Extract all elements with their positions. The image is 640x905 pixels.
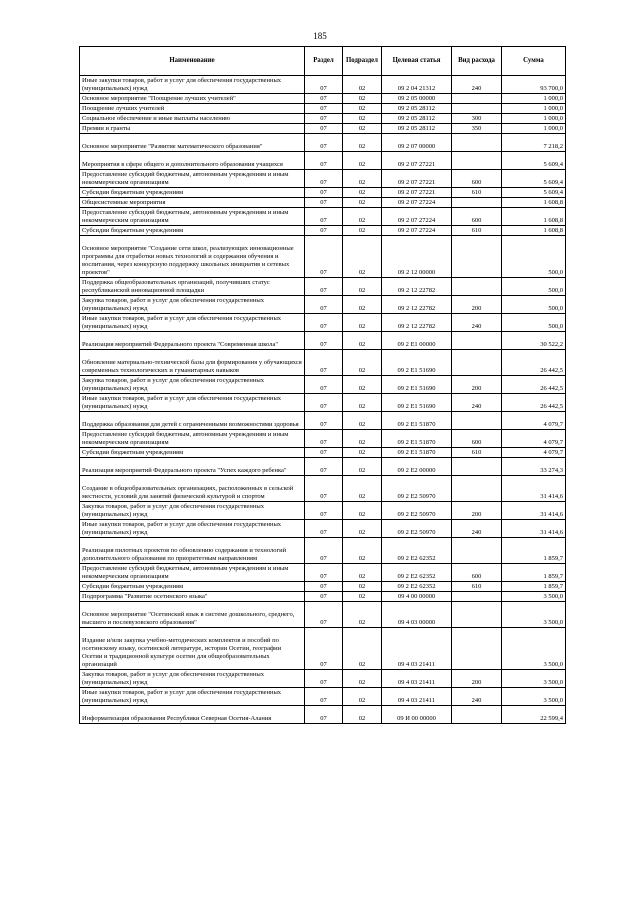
cell-razdel: 07 <box>305 430 343 448</box>
cell-vid: 240 <box>452 394 502 412</box>
table-row <box>80 226 566 236</box>
cell-podrazdel: 02 <box>343 152 382 170</box>
cell-vid: 240 <box>452 688 502 706</box>
cell-podrazdel: 02 <box>343 688 382 706</box>
cell-name: Иные закупки товаров, работ и услуг для обеспечения государственных (муниципальных) нужд <box>80 520 305 538</box>
cell-celevaya: 09 2 E2 50970 <box>382 476 452 502</box>
cell-razdel: 07 <box>305 278 343 296</box>
cell-summa: 500,0 <box>502 314 566 332</box>
cell-name: Предоставление субсидий бюджетным, автономным учреждениям и иным некоммерческим организациям <box>80 170 305 188</box>
cell-celevaya: 09 2 12 00000 <box>382 236 452 278</box>
cell-razdel: 07 <box>305 376 343 394</box>
table-row <box>80 124 566 134</box>
table-row <box>80 458 566 476</box>
table-row <box>80 152 566 170</box>
cell-vid: 600 <box>452 170 502 188</box>
cell-summa: 33 274,3 <box>502 458 566 476</box>
table-row <box>80 688 566 706</box>
cell-podrazdel: 02 <box>343 226 382 236</box>
cell-vid <box>452 236 502 278</box>
cell-razdel: 07 <box>305 628 343 670</box>
header-summa: Сумма <box>502 47 566 76</box>
cell-razdel: 07 <box>305 208 343 226</box>
cell-celevaya: 09 2 E2 62352 <box>382 582 452 592</box>
cell-podrazdel: 02 <box>343 458 382 476</box>
cell-summa: 31 414,6 <box>502 476 566 502</box>
cell-name: Предоставление субсидий бюджетным, автономным учреждениям и иным некоммерческим организациям <box>80 208 305 226</box>
cell-podrazdel: 02 <box>343 394 382 412</box>
cell-name: Поддержка общеобразовательных организаций, получивших статус республиканской инновационной площадки <box>80 278 305 296</box>
cell-name: Субсидии бюджетным учреждениям <box>80 448 305 458</box>
page-number: 185 <box>313 31 327 41</box>
cell-razdel: 07 <box>305 226 343 236</box>
cell-name: Субсидии бюджетным учреждениям <box>80 582 305 592</box>
table-row <box>80 602 566 628</box>
cell-name: Реализация мероприятий Федерального проекта "Современная школа" <box>80 332 305 350</box>
cell-celevaya: 09 2 05 28112 <box>382 124 452 134</box>
header-name: Наименование <box>80 47 305 76</box>
table-row <box>80 476 566 502</box>
cell-summa: 1 608,8 <box>502 198 566 208</box>
table-row <box>80 208 566 226</box>
cell-summa: 22 599,4 <box>502 706 566 724</box>
cell-celevaya: 09 2 12 22782 <box>382 314 452 332</box>
cell-summa: 5 609,4 <box>502 152 566 170</box>
cell-summa: 93 700,0 <box>502 76 566 94</box>
cell-summa: 26 442,5 <box>502 350 566 376</box>
cell-podrazdel: 02 <box>343 104 382 114</box>
cell-vid <box>452 592 502 602</box>
cell-razdel: 07 <box>305 104 343 114</box>
table-row <box>80 198 566 208</box>
table-row <box>80 706 566 724</box>
cell-razdel: 07 <box>305 564 343 582</box>
table-row <box>80 430 566 448</box>
cell-razdel: 07 <box>305 350 343 376</box>
cell-vid <box>452 458 502 476</box>
cell-summa: 26 442,5 <box>502 376 566 394</box>
cell-podrazdel: 02 <box>343 520 382 538</box>
cell-podrazdel: 02 <box>343 170 382 188</box>
cell-name: Субсидии бюджетным учреждениям <box>80 188 305 198</box>
cell-podrazdel: 02 <box>343 208 382 226</box>
table-header <box>80 47 566 76</box>
header-podrazdel: Подраздел <box>343 47 382 76</box>
cell-razdel: 07 <box>305 198 343 208</box>
table-row <box>80 376 566 394</box>
cell-razdel: 07 <box>305 520 343 538</box>
cell-razdel: 07 <box>305 332 343 350</box>
cell-celevaya: 09 4 03 00000 <box>382 602 452 628</box>
cell-name: Основное мероприятие "Создание сети школ, реализующих инновационные программы для отработки новых технологий и содержания обучения и воспитания, через конкурсную поддержку школьных инициатив и сетевых проектов" <box>80 236 305 278</box>
cell-podrazdel: 02 <box>343 332 382 350</box>
cell-name: Закупка товаров, работ и услуг для обеспечения государственных (муниципальных) нужд <box>80 670 305 688</box>
cell-vid: 240 <box>452 520 502 538</box>
cell-summa: 31 414,6 <box>502 520 566 538</box>
cell-podrazdel: 02 <box>343 198 382 208</box>
cell-razdel: 07 <box>305 688 343 706</box>
cell-vid: 610 <box>452 188 502 198</box>
cell-vid: 240 <box>452 314 502 332</box>
cell-podrazdel: 02 <box>343 476 382 502</box>
cell-name: Основное мероприятие "Осетинский язык в системе дошкольного, среднего, высшего и послевузовского образования" <box>80 602 305 628</box>
cell-vid: 350 <box>452 124 502 134</box>
cell-vid: 610 <box>452 448 502 458</box>
cell-celevaya: 09 2 E1 00000 <box>382 332 452 350</box>
cell-name: Издание и/или закупка учебно-методических комплектов и пособий по осетинскому языку, осетинской литературе, истории Осетии, географии Осетии и традиционной культуре осетин для общеобразовательных организаций <box>80 628 305 670</box>
cell-vid: 300 <box>452 114 502 124</box>
header-row <box>80 47 566 76</box>
cell-summa: 31 414,6 <box>502 502 566 520</box>
cell-razdel: 07 <box>305 592 343 602</box>
cell-razdel: 07 <box>305 502 343 520</box>
cell-celevaya: 09 4 00 00000 <box>382 592 452 602</box>
cell-vid: 240 <box>452 76 502 94</box>
cell-celevaya: 09 2 07 27221 <box>382 170 452 188</box>
cell-name: Предоставление субсидий бюджетным, автономным учреждениям и иным некоммерческим организациям <box>80 430 305 448</box>
cell-celevaya: 09 2 E1 51870 <box>382 430 452 448</box>
cell-celevaya: 09 4 03 21411 <box>382 628 452 670</box>
cell-celevaya: 09 4 03 21411 <box>382 670 452 688</box>
cell-podrazdel: 02 <box>343 602 382 628</box>
cell-celevaya: 09 2 E1 51690 <box>382 376 452 394</box>
cell-celevaya: 09 2 E2 62352 <box>382 538 452 564</box>
cell-summa: 500,0 <box>502 278 566 296</box>
cell-podrazdel: 02 <box>343 296 382 314</box>
cell-celevaya: 09 2 E2 50970 <box>382 520 452 538</box>
cell-podrazdel: 02 <box>343 538 382 564</box>
cell-name: Общесистемные мероприятия <box>80 198 305 208</box>
cell-podrazdel: 02 <box>343 412 382 430</box>
cell-podrazdel: 02 <box>343 670 382 688</box>
cell-name: Иные закупки товаров, работ и услуг для обеспечения государственных (муниципальных) нужд <box>80 314 305 332</box>
cell-summa: 500,0 <box>502 236 566 278</box>
cell-celevaya: 09 2 07 27221 <box>382 152 452 170</box>
table-row <box>80 670 566 688</box>
table-row <box>80 412 566 430</box>
cell-podrazdel: 02 <box>343 582 382 592</box>
table-row <box>80 350 566 376</box>
cell-celevaya: 09 2 05 28112 <box>382 114 452 124</box>
cell-summa: 1 859,7 <box>502 564 566 582</box>
header-razdel: Раздел <box>305 47 343 76</box>
cell-name: Субсидии бюджетным учреждениям <box>80 226 305 236</box>
cell-celevaya: 09 2 E1 51690 <box>382 394 452 412</box>
table-row <box>80 188 566 198</box>
cell-summa: 1 000,0 <box>502 114 566 124</box>
cell-vid: 600 <box>452 430 502 448</box>
cell-vid: 200 <box>452 502 502 520</box>
table-row <box>80 94 566 104</box>
cell-summa: 4 079,7 <box>502 448 566 458</box>
table-row <box>80 278 566 296</box>
cell-razdel: 07 <box>305 602 343 628</box>
cell-summa: 4 079,7 <box>502 430 566 448</box>
table-row <box>80 502 566 520</box>
cell-podrazdel: 02 <box>343 628 382 670</box>
cell-razdel: 07 <box>305 582 343 592</box>
table-body <box>80 76 566 724</box>
cell-razdel: 07 <box>305 412 343 430</box>
cell-summa: 500,0 <box>502 296 566 314</box>
cell-summa: 3 500,0 <box>502 628 566 670</box>
cell-summa: 3 500,0 <box>502 670 566 688</box>
table-row <box>80 394 566 412</box>
cell-razdel: 07 <box>305 124 343 134</box>
cell-name: Закупка товаров, работ и услуг для обеспечения государственных (муниципальных) нужд <box>80 296 305 314</box>
cell-razdel: 07 <box>305 476 343 502</box>
table-row <box>80 104 566 114</box>
cell-vid <box>452 350 502 376</box>
table-row <box>80 564 566 582</box>
cell-podrazdel: 02 <box>343 448 382 458</box>
cell-podrazdel: 02 <box>343 376 382 394</box>
cell-name: Закупка товаров, работ и услуг для обеспечения государственных (муниципальных) нужд <box>80 502 305 520</box>
cell-razdel: 07 <box>305 76 343 94</box>
cell-name: Иные закупки товаров, работ и услуг для обеспечения государственных (муниципальных) нужд <box>80 688 305 706</box>
cell-vid: 200 <box>452 376 502 394</box>
cell-vid: 200 <box>452 296 502 314</box>
cell-podrazdel: 02 <box>343 564 382 582</box>
cell-name: Подпрограмма "Развитие осетинского языка" <box>80 592 305 602</box>
cell-razdel: 07 <box>305 114 343 124</box>
cell-podrazdel: 02 <box>343 278 382 296</box>
cell-razdel: 07 <box>305 448 343 458</box>
table-row <box>80 236 566 278</box>
cell-podrazdel: 02 <box>343 314 382 332</box>
cell-name: Обновление материально-технической базы для формирования у обучающихся современных технологических и гуманитарных навыков <box>80 350 305 376</box>
cell-celevaya: 09 2 07 27221 <box>382 188 452 198</box>
cell-name: Основное мероприятие "Поощрение лучших учителей" <box>80 94 305 104</box>
cell-podrazdel: 02 <box>343 134 382 152</box>
cell-summa: 30 522,2 <box>502 332 566 350</box>
header-vid: Вид расхода <box>452 47 502 76</box>
cell-summa: 7 218,2 <box>502 134 566 152</box>
cell-razdel: 07 <box>305 538 343 564</box>
cell-celevaya: 09 2 07 00000 <box>382 134 452 152</box>
cell-razdel: 07 <box>305 152 343 170</box>
cell-razdel: 07 <box>305 236 343 278</box>
cell-name: Мероприятия в сфере общего и дополнительного образования учащихся <box>80 152 305 170</box>
header-celevaya: Целевая статья <box>382 47 452 76</box>
cell-celevaya: 09 2 E1 51690 <box>382 350 452 376</box>
cell-vid <box>452 706 502 724</box>
table-row <box>80 134 566 152</box>
cell-razdel: 07 <box>305 394 343 412</box>
cell-summa: 1 859,7 <box>502 582 566 592</box>
cell-vid: 610 <box>452 582 502 592</box>
cell-celevaya: 09 2 E2 00000 <box>382 458 452 476</box>
cell-celevaya: 09 2 07 27224 <box>382 198 452 208</box>
cell-vid <box>452 152 502 170</box>
cell-celevaya: 09 2 12 22782 <box>382 296 452 314</box>
cell-celevaya: 09 2 12 22782 <box>382 278 452 296</box>
table-row <box>80 582 566 592</box>
cell-podrazdel: 02 <box>343 430 382 448</box>
cell-celevaya: 09 И 00 00000 <box>382 706 452 724</box>
cell-name: Социальное обеспечение и иные выплаты населению <box>80 114 305 124</box>
table-row <box>80 114 566 124</box>
cell-vid <box>452 198 502 208</box>
cell-name: Иные закупки товаров, работ и услуг для обеспечения государственных (муниципальных) нужд <box>80 394 305 412</box>
cell-name: Премии и гранты <box>80 124 305 134</box>
cell-podrazdel: 02 <box>343 76 382 94</box>
cell-name: Закупка товаров, работ и услуг для обеспечения государственных (муниципальных) нужд <box>80 376 305 394</box>
cell-name: Поощрение лучших учителей <box>80 104 305 114</box>
cell-name: Иные закупки товаров, работ и услуг для обеспечения государственных (муниципальных) нужд <box>80 76 305 94</box>
cell-summa: 5 609,4 <box>502 188 566 198</box>
cell-celevaya: 09 2 04 21312 <box>382 76 452 94</box>
cell-podrazdel: 02 <box>343 124 382 134</box>
cell-razdel: 07 <box>305 314 343 332</box>
cell-razdel: 07 <box>305 170 343 188</box>
cell-summa: 3 500,0 <box>502 602 566 628</box>
cell-name: Информатизация образования Республики Северная Осетия-Алания <box>80 706 305 724</box>
cell-vid <box>452 476 502 502</box>
cell-summa: 1 000,0 <box>502 104 566 114</box>
cell-summa: 1 000,0 <box>502 124 566 134</box>
cell-name: Поддержка образования для детей с ограниченными возможностями здоровья <box>80 412 305 430</box>
cell-summa: 3 500,0 <box>502 688 566 706</box>
cell-razdel: 07 <box>305 188 343 198</box>
cell-vid: 200 <box>452 670 502 688</box>
cell-razdel: 07 <box>305 706 343 724</box>
table-row <box>80 628 566 670</box>
cell-celevaya: 09 2 05 28112 <box>382 104 452 114</box>
cell-celevaya: 09 2 07 27224 <box>382 208 452 226</box>
cell-podrazdel: 02 <box>343 114 382 124</box>
cell-celevaya: 09 2 E1 51870 <box>382 412 452 430</box>
cell-vid <box>452 538 502 564</box>
cell-vid <box>452 278 502 296</box>
cell-podrazdel: 02 <box>343 592 382 602</box>
cell-celevaya: 09 2 E1 51870 <box>382 448 452 458</box>
cell-name: Предоставление субсидий бюджетным, автономным учреждениям и иным некоммерческим организациям <box>80 564 305 582</box>
cell-celevaya: 09 2 05 00000 <box>382 94 452 104</box>
cell-name: Создание в общеобразовательных организациях, расположенных в сельской местности, условий для занятий физической культурой и спортом <box>80 476 305 502</box>
cell-vid <box>452 602 502 628</box>
cell-summa: 1 608,8 <box>502 226 566 236</box>
cell-celevaya: 09 2 07 27224 <box>382 226 452 236</box>
table-row <box>80 538 566 564</box>
cell-vid <box>452 332 502 350</box>
cell-celevaya: 09 2 E2 62352 <box>382 564 452 582</box>
cell-summa: 4 079,7 <box>502 412 566 430</box>
cell-summa: 5 609,4 <box>502 170 566 188</box>
cell-razdel: 07 <box>305 458 343 476</box>
budget-table <box>79 46 566 724</box>
cell-vid <box>452 628 502 670</box>
cell-vid: 600 <box>452 564 502 582</box>
cell-podrazdel: 02 <box>343 706 382 724</box>
cell-summa: 3 500,0 <box>502 592 566 602</box>
cell-celevaya: 09 4 03 21411 <box>382 688 452 706</box>
cell-celevaya: 09 2 E2 50970 <box>382 502 452 520</box>
cell-podrazdel: 02 <box>343 350 382 376</box>
cell-razdel: 07 <box>305 94 343 104</box>
cell-razdel: 07 <box>305 134 343 152</box>
cell-vid <box>452 412 502 430</box>
table-row <box>80 592 566 602</box>
cell-vid <box>452 94 502 104</box>
cell-summa: 26 442,5 <box>502 394 566 412</box>
cell-vid: 610 <box>452 226 502 236</box>
table-row <box>80 76 566 94</box>
cell-name: Реализация пилотных проектов по обновлению содержания и технологий дополнительного образования по приоритетным направлениям <box>80 538 305 564</box>
cell-podrazdel: 02 <box>343 94 382 104</box>
table-row <box>80 520 566 538</box>
cell-vid: 600 <box>452 208 502 226</box>
cell-summa: 1 859,7 <box>502 538 566 564</box>
cell-vid <box>452 104 502 114</box>
cell-podrazdel: 02 <box>343 188 382 198</box>
cell-name: Основное мероприятие "Развитие математического образования" <box>80 134 305 152</box>
table-row <box>80 170 566 188</box>
cell-vid <box>452 134 502 152</box>
cell-razdel: 07 <box>305 670 343 688</box>
cell-summa: 1 000,0 <box>502 94 566 104</box>
cell-podrazdel: 02 <box>343 236 382 278</box>
cell-razdel: 07 <box>305 296 343 314</box>
cell-name: Реализация мероприятий Федерального проекта "Успех каждого ребенка" <box>80 458 305 476</box>
table-row <box>80 296 566 314</box>
table-row <box>80 314 566 332</box>
cell-summa: 1 608,8 <box>502 208 566 226</box>
table-row <box>80 448 566 458</box>
table-row <box>80 332 566 350</box>
cell-podrazdel: 02 <box>343 502 382 520</box>
